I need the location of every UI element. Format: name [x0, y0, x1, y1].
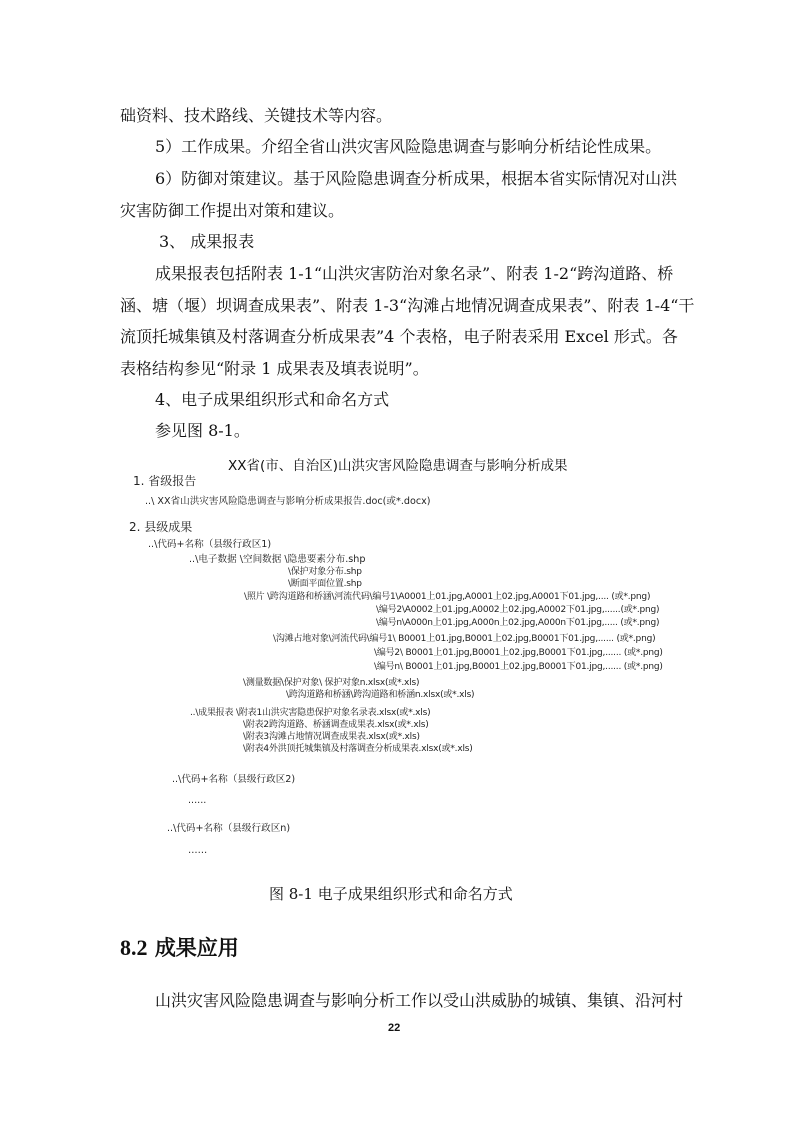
figure-ellipsis: ……: [188, 845, 208, 856]
figure-file-entry: \编号2\A0002上01.jpg,A0002上02.jpg,A0002下01.jpg,......(或*.png): [376, 605, 660, 615]
figure-file-entry: \断面平面位置.shp: [288, 579, 362, 589]
figure-file-entry: \跨沟道路和桥涵\跨沟道路和桥涵n.xlsx(或*.xls): [286, 690, 475, 700]
subsection-heading: 4、电子成果组织形式和命名方式: [155, 390, 390, 409]
figure-caption: 图 8-1 电子成果组织形式和命名方式: [269, 885, 513, 903]
figure-section-heading: 1. 省级报告: [133, 474, 197, 488]
figure-file-entry: \编号2\ B0001上01.jpg,B0001上02.jpg,B0001下01.jpg,...... (或*.png): [374, 648, 663, 658]
figure-file-entry: \照片 \跨沟道路和桥涵\河流代码\编号1\A0001上01.jpg,A0001上02.jpg,A0001下01.jpg,.... (或*.png): [244, 592, 651, 602]
figure-ellipsis: ......: [188, 795, 207, 806]
body-paragraph-line: 参见图 8-1。: [155, 421, 250, 440]
body-paragraph-line: 流顶托城集镇及村落调查分析成果表”4 个表格，电子附表采用 Excel 形式。各: [120, 327, 678, 346]
figure-file-entry: \附表3沟滩占地情况调查成果表.xlsx(或*.xls): [243, 732, 420, 742]
figure-folder-entry: ..\电子数据 \空间数据 \隐患要素分布.shp: [189, 554, 366, 565]
body-paragraph-line: 成果报表包括附表 1-1“山洪灾害防治对象名录”、附表 1-2“跨沟道路、桥: [155, 264, 674, 283]
body-paragraph-line: 6）防御对策建议。基于风险隐患调查分析成果，根据本省实际情况对山洪: [155, 169, 678, 188]
figure-file-entry: ..\ XX省山洪灾害风险隐患调查与影响分析成果报告.doc(或*.docx): [145, 496, 431, 507]
figure-title: XX省(市、自治区)山洪灾害风险隐患调查与影响分析成果: [228, 458, 568, 474]
figure-section-heading: 2. 县级成果: [129, 520, 193, 534]
body-paragraph-line: 灾害防御工作提出对策和建议。: [120, 201, 345, 220]
figure-file-entry: \附表2跨沟道路、桥涵调查成果表.xlsx(或*.xls): [243, 720, 429, 730]
figure-file-entry: \保护对象分布.shp: [288, 567, 362, 577]
figure-file-entry: \附表4外洪顶托城集镇及村落调查分析成果表.xlsx(或*.xls): [243, 744, 473, 754]
section-title: 成果应用: [154, 935, 239, 960]
page-number: 22: [388, 1022, 401, 1034]
subsection-heading: 3、 成果报表: [159, 232, 255, 251]
figure-folder-entry: ..\代码+名称（县级行政区2): [172, 774, 296, 785]
section-heading: [120, 932, 239, 962]
figure-file-entry: \编号n\ B0001上01.jpg,B0001上02.jpg,B0001下01.jpg,...... (或*.png): [374, 662, 663, 672]
figure-folder-entry: ..\代码+名称（县级行政区n): [167, 823, 291, 834]
figure-file-entry: \沟滩占地对象\河流代码\编号1\ B0001上01.jpg,B0001上02.jpg,B0001下01.jpg,...... (或*.png): [273, 634, 656, 644]
figure-file-entry: \测量数据\保护对象\ 保护对象n.xlsx(或*.xls): [243, 678, 420, 688]
body-paragraph-line: 表格结构参见“附录 1 成果表及填表说明”。: [120, 359, 429, 378]
body-paragraph-line: 涵、塘（堰）坝调查成果表”、附表 1-3“沟滩占地情况调查成果表”、附表 1-4“干: [120, 296, 695, 315]
section-number: 8.2: [120, 935, 148, 960]
figure-file-entry: ..\成果报表 \附表1山洪灾害隐患保护对象名录表.xlsx(或*.xls): [190, 708, 431, 718]
body-paragraph-line: 山洪灾害风险隐患调查与影响分析工作以受山洪威胁的城镇、集镇、沿河村: [155, 991, 684, 1010]
body-paragraph-line: 5）工作成果。介绍全省山洪灾害风险隐患调查与影响分析结论性成果。: [155, 137, 662, 156]
figure-folder-entry: ..\代码+名称（县级行政区1): [148, 539, 272, 550]
figure-file-entry: \编号n\A000n上01.jpg,A000n上02.jpg,A000n下01.jpg,..... (或*.png): [376, 618, 660, 628]
body-paragraph-line: 础资料、技术路线、关键技术等内容。: [120, 106, 393, 125]
